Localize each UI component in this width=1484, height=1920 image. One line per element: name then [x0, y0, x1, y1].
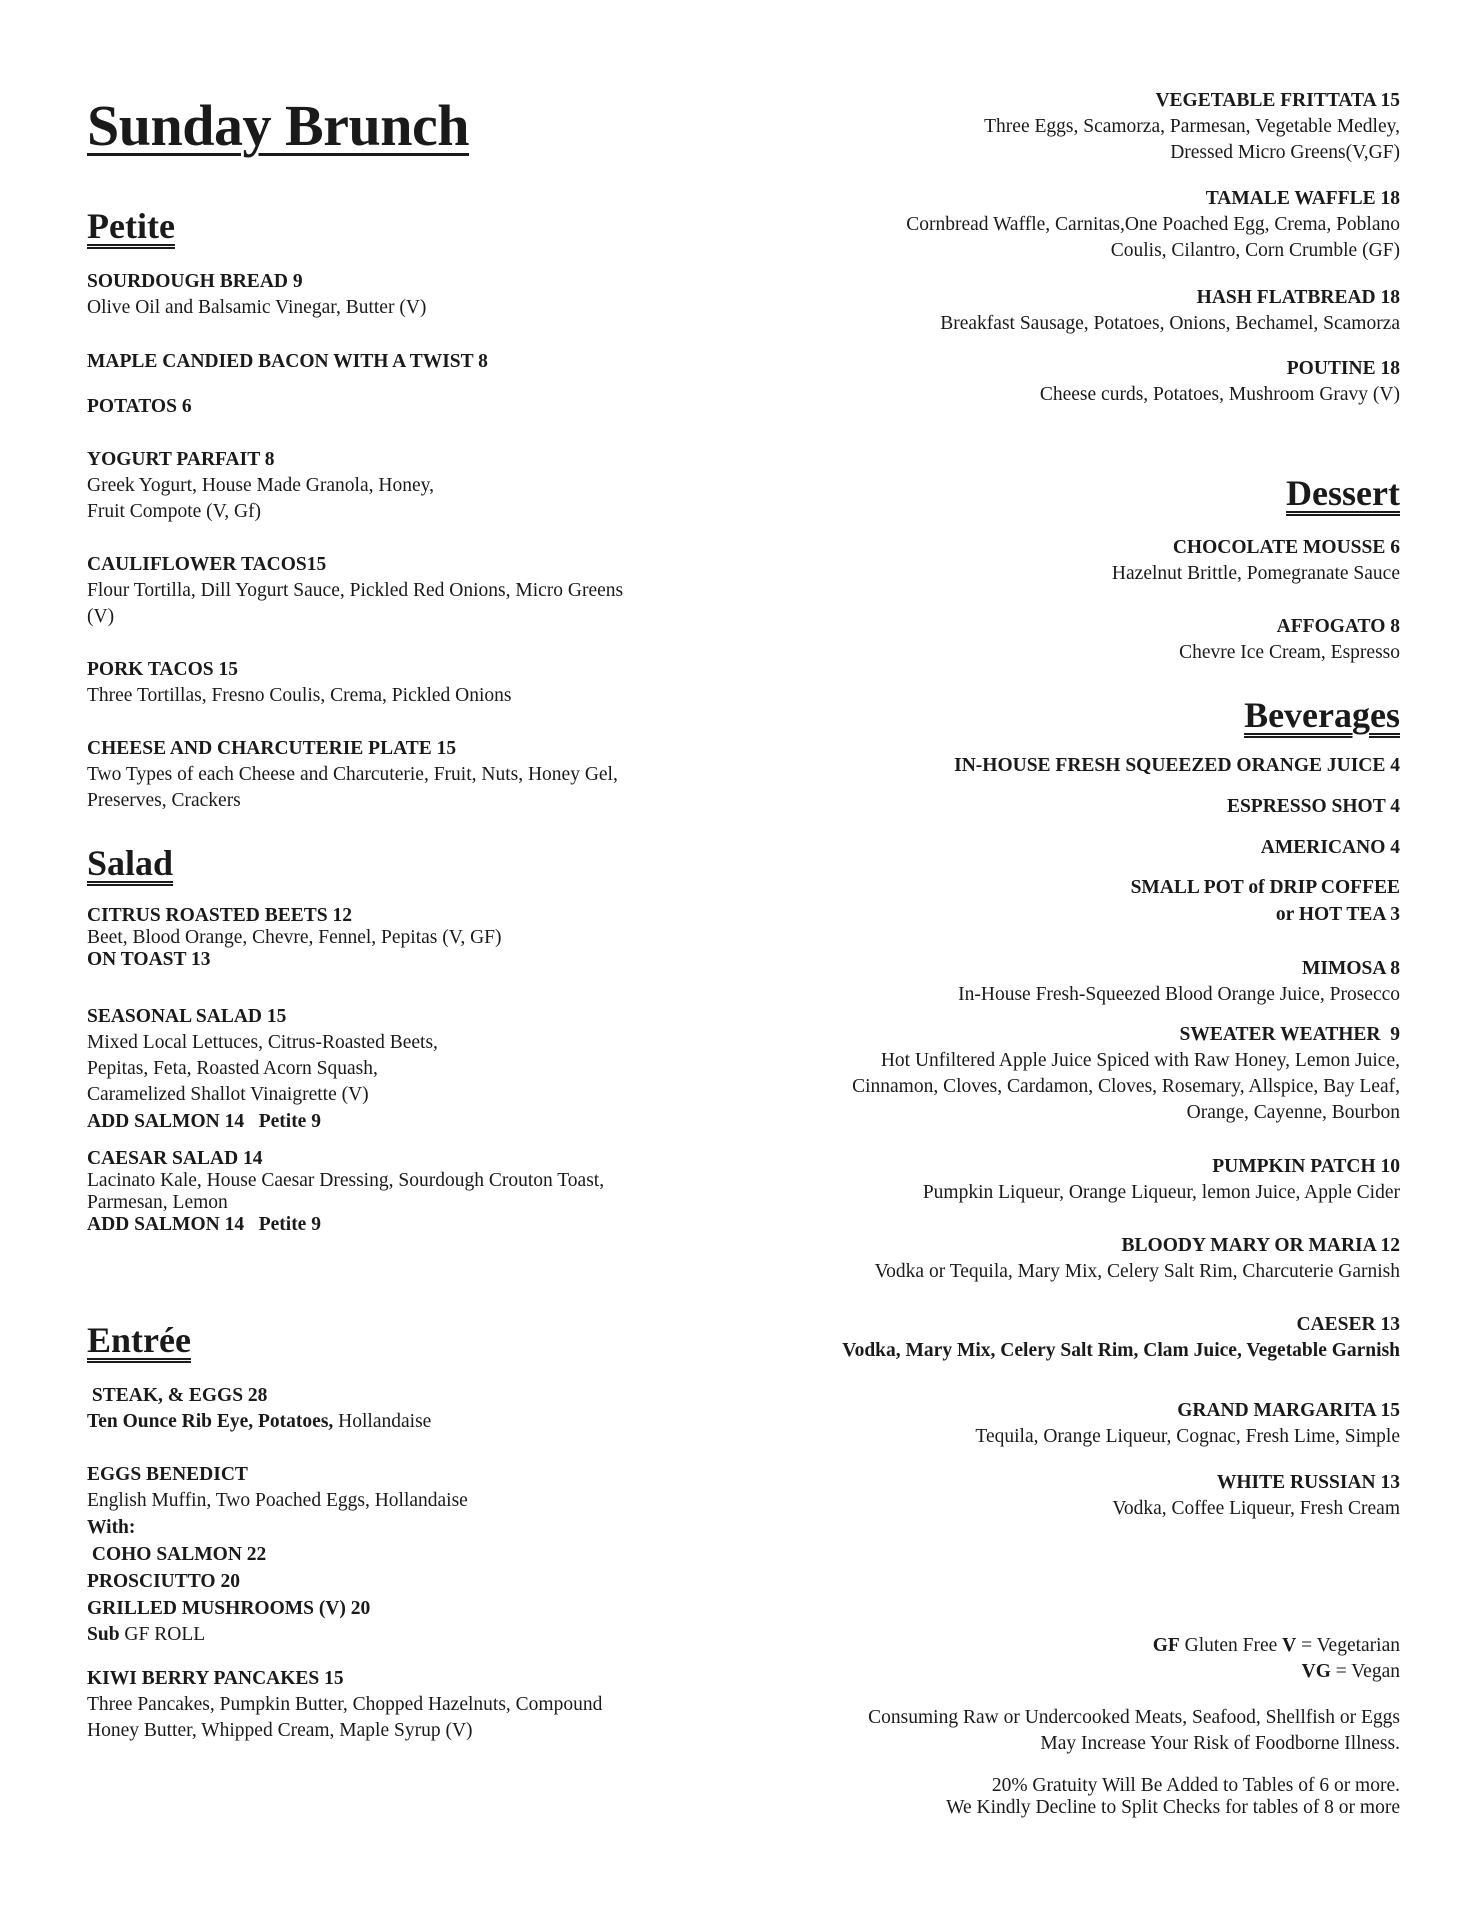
item-name: YOGURT PARFAIT 8: [87, 449, 275, 470]
item-desc: Pumpkin Liqueur, Orange Liqueur, lemon Juice, Apple Cider: [922, 1182, 1400, 1203]
item-name: TAMALE WAFFLE 18: [1205, 188, 1400, 209]
section-heading-entree: Entrée: [87, 1320, 191, 1360]
item-name: IN-HOUSE FRESH SQUEEZED ORANGE JUICE 4: [954, 755, 1400, 776]
item-name: POTATOS 6: [87, 396, 192, 417]
item-desc: Vodka or Tequila, Mary Mix, Celery Salt Rim, Charcuterie Garnish: [874, 1261, 1400, 1282]
warning-line: May Increase Your Risk of Foodborne Illness.: [1040, 1733, 1400, 1754]
menu-item-steak-eggs: [87, 1382, 707, 1435]
item-desc: [87, 1409, 707, 1435]
item-name: GRAND MARGARITA 15: [1177, 1400, 1400, 1421]
item-addon: ADD SALMON 14 Petite 9: [87, 1111, 321, 1132]
item-desc: Three Pancakes, Pumpkin Butter, Chopped Hazelnuts, Compound: [87, 1694, 603, 1715]
item-name: EGGS BENEDICT: [87, 1464, 248, 1485]
dietary-legend: [760, 1633, 1400, 1685]
item-desc: Tequila, Orange Liqueur, Cognac, Fresh Lime, Simple: [975, 1426, 1400, 1447]
item-name: SWEATER WEATHER 9: [1179, 1024, 1400, 1045]
item-name: AFFOGATO 8: [1276, 616, 1400, 637]
menu-item-sourdough: [87, 268, 707, 321]
menu-item-bacon: [87, 348, 707, 375]
item-name: CAESER 13: [1296, 1314, 1400, 1335]
page-title: Sunday Brunch: [87, 93, 469, 158]
menu-item-poutine: [760, 355, 1400, 408]
menu-item-seasonal-salad: [87, 1003, 707, 1135]
menu-item-eggs-benedict: [87, 1461, 707, 1648]
item-desc: Honey Butter, Whipped Cream, Maple Syrup (V): [87, 1720, 473, 1741]
item-desc: Dressed Micro Greens(V,GF): [1170, 142, 1400, 163]
item-name: SEASONAL SALAD 15: [87, 1006, 287, 1027]
menu-item-bloody-mary: [760, 1232, 1400, 1285]
item-desc: Coulis, Cilantro, Corn Crumble (GF): [1110, 240, 1400, 261]
item-desc: Three Eggs, Scamorza, Parmesan, Vegetable Medley,: [984, 116, 1400, 137]
item-option: GRILLED MUSHROOMS (V) 20: [87, 1598, 371, 1619]
item-name: HASH FLATBREAD 18: [1196, 287, 1400, 308]
item-desc: Caramelized Shallot Vinaigrette (V): [87, 1084, 369, 1105]
item-desc: Preserves, Crackers: [87, 790, 241, 811]
sub-label: Sub: [87, 1624, 120, 1645]
item-name: POUTINE 18: [1286, 358, 1400, 379]
legend-gf-code: GF: [1152, 1635, 1180, 1656]
item-substitute: [87, 1622, 707, 1648]
item-desc: Hazelnut Brittle, Pomegranate Sauce: [1111, 563, 1400, 584]
menu-item-pumpkin-patch: [760, 1153, 1400, 1206]
item-desc: Cheese curds, Potatoes, Mushroom Gravy (V): [1039, 384, 1400, 405]
menu-item-caeser: [760, 1311, 1400, 1364]
item-desc: Vodka, Coffee Liqueur, Fresh Cream: [1112, 1498, 1400, 1519]
item-desc: Three Tortillas, Fresno Coulis, Crema, Pickled Onions: [87, 685, 512, 706]
item-desc: Fruit Compote (V, Gf): [87, 501, 262, 522]
item-name: STEAK, & EGGS 28: [87, 1385, 268, 1406]
menu-item-potatos: [87, 393, 707, 420]
item-desc: In-House Fresh-Squeezed Blood Orange Juice, Prosecco: [958, 984, 1400, 1005]
item-desc: Olive Oil and Balsamic Vinegar, Butter (V): [87, 297, 427, 318]
item-option: COHO SALMON 22: [87, 1544, 267, 1565]
item-desc: Two Types of each Cheese and Charcuterie, Fruit, Nuts, Honey Gel,: [87, 764, 618, 785]
item-desc-rest: Hollandaise: [333, 1411, 432, 1432]
item-desc: Lacinato Kale, House Caesar Dressing, Sourdough Crouton Toast,: [87, 1170, 605, 1191]
item-desc: Parmesan, Lemon: [87, 1192, 228, 1213]
item-desc: Cinnamon, Cloves, Cardamon, Cloves, Rosemary, Allspice, Bay Leaf,: [852, 1076, 1400, 1097]
menu-item-hash-flatbread: [760, 284, 1400, 337]
item-name: CHEESE AND CHARCUTERIE PLATE 15: [87, 738, 457, 759]
menu-item-pork-tacos: [87, 656, 707, 709]
legend-v-text: = Vegetarian: [1296, 1635, 1400, 1656]
item-desc: Mixed Local Lettuces, Citrus-Roasted Beets,: [87, 1032, 438, 1053]
gratuity-line: 20% Gratuity Will Be Added to Tables of 6 or more.: [991, 1775, 1400, 1796]
item-desc: Hot Unfiltered Apple Juice Spiced with Raw Honey, Lemon Juice,: [880, 1050, 1400, 1071]
sub-rest: GF ROLL: [119, 1624, 206, 1645]
menu-item-parfait: [87, 446, 707, 525]
item-name: PORK TACOS 15: [87, 659, 238, 680]
item-name: CHOCOLATE MOUSSE 6: [1172, 537, 1400, 558]
item-desc: Orange, Cayenne, Bourbon: [1186, 1102, 1400, 1123]
legend-gf-text: Gluten Free: [1179, 1635, 1283, 1656]
item-desc: Beet, Blood Orange, Chevre, Fennel, Pepitas (V, GF): [87, 927, 502, 948]
legend-line: [760, 1659, 1400, 1685]
menu-item-espresso-shot: [760, 793, 1400, 820]
legend-v-code: V: [1282, 1635, 1297, 1656]
menu-item-affogato: [760, 613, 1400, 666]
item-addon: ON TOAST 13: [87, 949, 211, 970]
menu-item-tamale-waffle: [760, 185, 1400, 264]
menu-item-chocolate-mousse: [760, 534, 1400, 587]
menu-item-americano: [760, 834, 1400, 861]
item-desc: Chevre Ice Cream, Espresso: [1179, 642, 1400, 663]
item-desc: Breakfast Sausage, Potatoes, Onions, Bechamel, Scamorza: [940, 313, 1400, 334]
item-option: PROSCIUTTO 20: [87, 1571, 240, 1592]
menu-item-kiwi-pancakes: [87, 1665, 707, 1744]
warning-line: Consuming Raw or Undercooked Meats, Seafood, Shellfish or Eggs: [868, 1707, 1400, 1728]
menu-item-cauliflower-tacos: [87, 551, 707, 630]
menu-item-white-russian: [760, 1469, 1400, 1522]
menu-item-caesar-salad: [87, 1148, 707, 1236]
section-heading-beverages: Beverages: [1244, 695, 1400, 735]
section-heading-dessert: Dessert: [1286, 473, 1400, 513]
item-name: MAPLE CANDIED BACON WITH A TWIST 8: [87, 351, 488, 372]
gratuity-line: We Kindly Decline to Split Checks for tables of 8 or more: [946, 1797, 1400, 1818]
item-name: BLOODY MARY OR MARIA 12: [1121, 1235, 1400, 1256]
legend-vg-code: VG: [1301, 1661, 1331, 1682]
item-name: AMERICANO 4: [1260, 837, 1400, 858]
menu-item-mimosa: [760, 955, 1400, 1008]
item-name: PUMPKIN PATCH 10: [1212, 1156, 1400, 1177]
menu-item-drip-coffee: [760, 874, 1400, 928]
menu-item-sweater-weather: [760, 1021, 1400, 1126]
item-name: SOURDOUGH BREAD 9: [87, 271, 303, 292]
menu-item-citrus-beets: [87, 905, 707, 971]
menu-item-orange-juice: [760, 752, 1400, 779]
item-name: CAESAR SALAD 14: [87, 1148, 263, 1169]
item-desc: Greek Yogurt, House Made Granola, Honey,: [87, 475, 434, 496]
menu-item-grand-margarita: [760, 1397, 1400, 1450]
section-heading-salad: Salad: [87, 843, 174, 883]
item-addon: ADD SALMON 14 Petite 9: [87, 1214, 321, 1235]
item-name: KIWI BERRY PANCAKES 15: [87, 1668, 344, 1689]
raw-food-warning: [760, 1705, 1400, 1757]
item-name: CITRUS ROASTED BEETS 12: [87, 905, 352, 926]
item-with-label: With:: [87, 1517, 136, 1538]
item-desc-bold: Ten Ounce Rib Eye, Potatoes,: [87, 1411, 334, 1432]
menu-item-vegetable-frittata: [760, 87, 1400, 166]
legend-line: [760, 1633, 1400, 1659]
item-desc: Cornbread Waffle, Carnitas,One Poached Egg, Crema, Poblano: [906, 214, 1400, 235]
item-name: or HOT TEA 3: [1275, 904, 1400, 925]
section-heading-petite: Petite: [87, 206, 175, 246]
legend-vg-text: = Vegan: [1330, 1661, 1400, 1682]
item-name: SMALL POT of DRIP COFFEE: [1130, 877, 1400, 898]
item-desc: English Muffin, Two Poached Eggs, Hollandaise: [87, 1490, 468, 1511]
item-desc: Vodka, Mary Mix, Celery Salt Rim, Clam Juice, Vegetable Garnish: [842, 1340, 1400, 1361]
item-name: VEGETABLE FRITTATA 15: [1155, 90, 1400, 111]
item-name: MIMOSA 8: [1301, 958, 1400, 979]
item-name: ESPRESSO SHOT 4: [1226, 796, 1400, 817]
item-desc: Pepitas, Feta, Roasted Acorn Squash,: [87, 1058, 378, 1079]
menu-item-cheese-plate: [87, 735, 707, 814]
item-desc: Flour Tortilla, Dill Yogurt Sauce, Pickled Red Onions, Micro Greens: [87, 580, 624, 601]
item-desc: (V): [87, 606, 115, 627]
item-name: WHITE RUSSIAN 13: [1216, 1472, 1400, 1493]
item-name: CAULIFLOWER TACOS15: [87, 554, 327, 575]
gratuity-notice: [760, 1775, 1400, 1819]
